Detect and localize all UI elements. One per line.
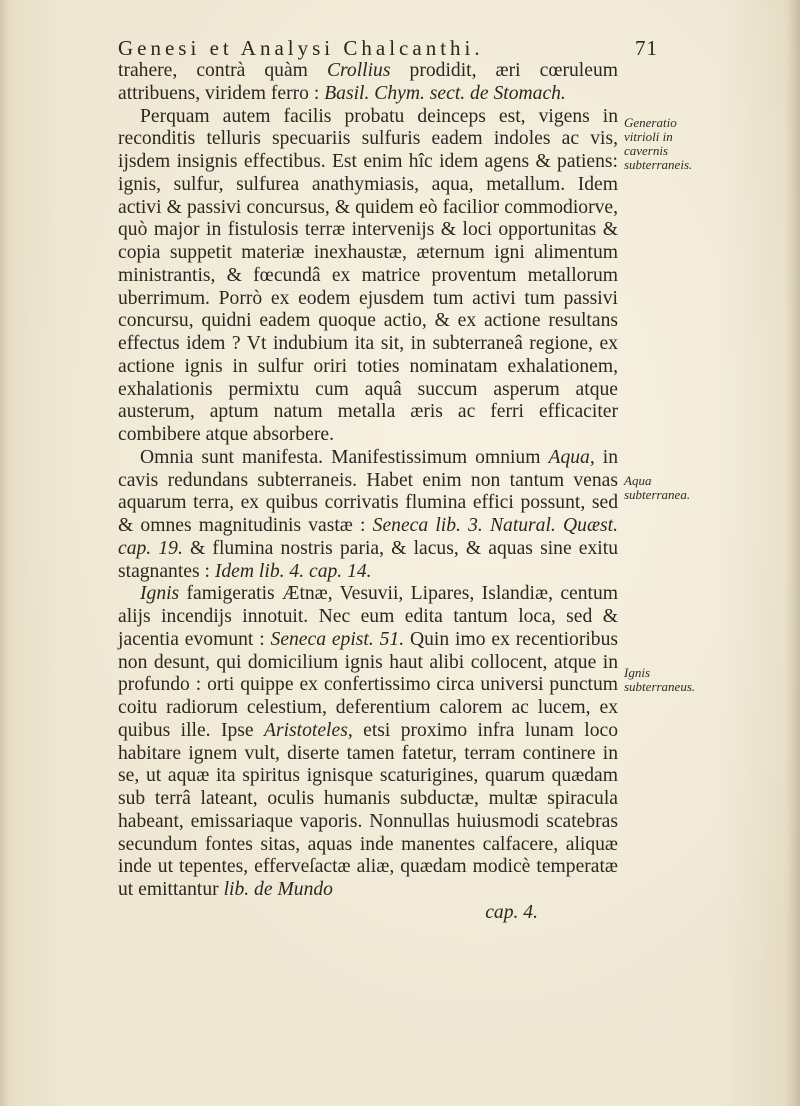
text-run: famigeratis Ætnæ, Vesuvii, Lipares, Islandiæ, centum alijs incendijs innotuit. Nec eum edita tantum loca, sed & jacentia evomunt : [118,583,618,650]
italic-text: Basil. Chym. sect. de Stomach. [324,82,566,104]
margin-note-aqua: Aqua subterranea. [624,473,691,502]
running-head [118,36,658,61]
italic-text: lib. de Mundo [223,879,333,900]
margin-note-ignis: Ignis subterraneus. [624,665,696,694]
text-run: Quin imo ex recentioribus non desunt, qui domicilium ignis haut alibi collocent, atque in profundo : orti quippe ex confertissimo circa universi punctum coitu radiorum celestium, deferentium calorem ac lucem, ex quibus ille. Ipse [118,628,619,741]
body-text [118,60,618,925]
text-run: in cavis redundans subterraneis. Habet enim non tantum venas aquarum terra, ex quibus corrivatis flumina effici possunt, sed & omnes magnitudinis vastæ : [118,446,618,536]
italic-text: Idem lib. 4. cap. 14. [214,560,372,582]
paragraph [118,447,618,584]
text-run: prodidit, æri cœruleum attribuens, viridem ferro : [118,60,618,104]
text-run: & flumina nostris paria, & lacus, & aquas sine exitu stagnantes : [118,537,618,582]
page-number: 71 [635,36,658,60]
text-run: Omnia sunt manifesta. Manifestissimum omnium [140,446,549,468]
catchword: cap. 4. [485,901,538,923]
italic-text: Aqua, [548,446,595,468]
text-run: Perquam autem facilis probatu deinceps est, vigens in reconditis telluris specuariis sulfuris eadem indoles ac vis, ijsdem insignis effectibus. Est enim hîc idem agens & patiens: ignis, sulfur, sulfurea anathymiasis, aqua, metallum. Idem activi & passivi concursus, & quidem eò facilior commodiorve, quò major in fistulosis terræ intervenijs & loci opportunitas & copia suppetit materiæ inexhaustæ, æternum igni alimentum ministrantis, & fœcundâ ex matrice proventum metallorum uberrimum. Porrò ex eodem ejusdem tum activi tum passivi concursu, quidni eadem quoque actio, & ex actione resultans effectus idem ? Vt indubium ita sit, in subterraneâ regione, ex actione ignis in sulfur oriri toties nominatam exhalationem, exhalationis permixtu cum aquâ succum asperum atque austerum, aptum natum metalla æris ac ferri efficaciter combibere atque absorbere. [118,105,618,445]
text-run: etsi proximo infra lunam loco habitare ignem vult, diserte tamen fatetur, terram continere in se, ut aquæ ita spiritus ignisque scaturigines, quarum quædam sub terrâ lateant, oculis humanis subductæ, multæ spiracula habeant, emissariaque vaporis. Nonnullas huiusmodi scatebras secundum fontes sitas, aquas inde manentes calfacere, aliquæ inde ut tepentes, efferveſactæ aliæ, quædam modicè temperatæ ut emittantur [118,719,618,900]
text-run: trahere, contrà quàm [118,60,327,81]
paragraph [118,60,618,106]
italic-text: Crollius [326,60,391,81]
page-fold-shadow [0,0,10,1106]
page-edge-shadow [786,0,800,1106]
italic-text: Seneca lib. 3. Natural. Quæst. cap. 19. [118,515,618,559]
italic-text: Ignis [140,583,180,605]
italic-text: Aristoteles, [264,719,353,741]
paragraph [118,583,618,902]
running-title: Genesi et Analysi Chalcanthi. [118,36,484,60]
margin-note-generatio: Generatio vitrioli in cavernis subterraneis. [624,115,693,172]
italic-text: Seneca epist. 51. [270,628,405,650]
paragraph [118,106,618,447]
